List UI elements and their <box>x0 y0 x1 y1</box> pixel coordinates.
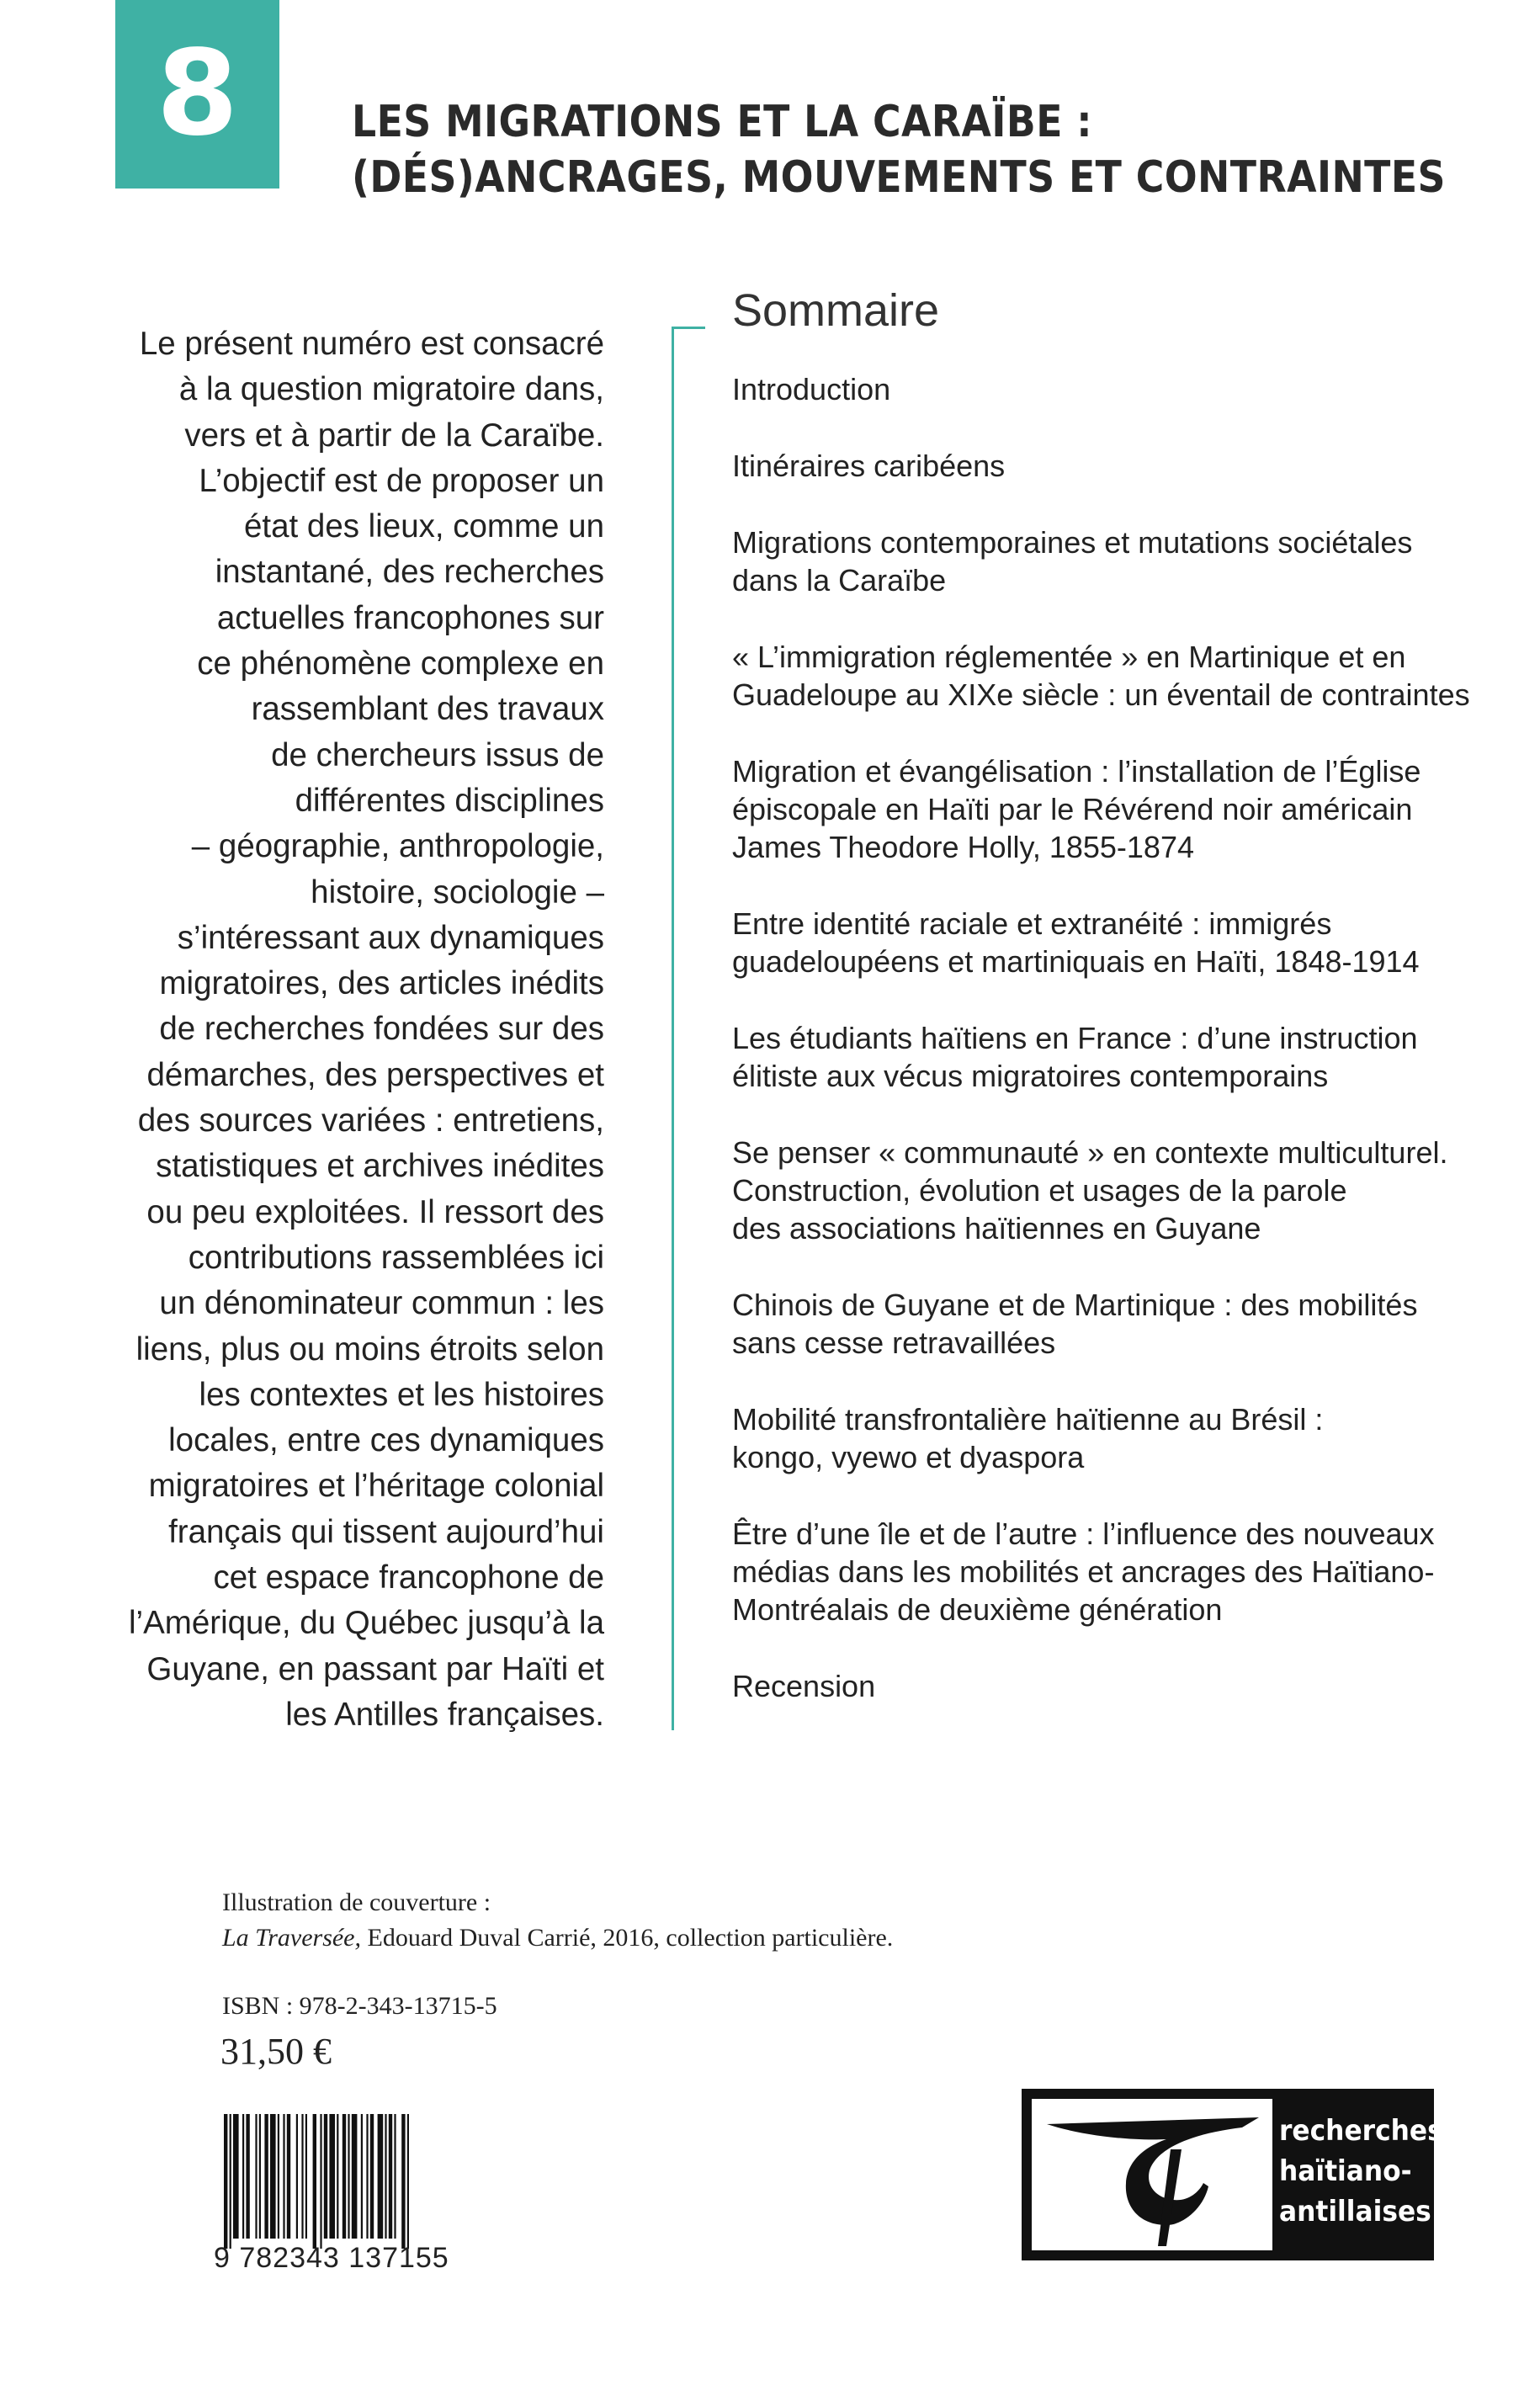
toc-item-line: « L’immigration réglementée » en Martinique et en <box>732 640 1406 674</box>
intro-line: un dénominateur commun : les <box>159 1285 604 1322</box>
logo-text <box>1279 2111 1443 2232</box>
logo-hook-icon <box>1032 2099 1272 2250</box>
toc-item <box>732 1286 1515 1362</box>
intro-line: ce phénomène complexe en <box>197 645 604 683</box>
toc-item <box>732 1667 1515 1705</box>
toc-item <box>732 752 1515 866</box>
toc-item-line: kongo, vyewo et dyaspora <box>732 1440 1085 1474</box>
intro-line: des sources variées : entretiens, <box>137 1102 604 1139</box>
intro-line: Guyane, en passant par Haïti et <box>146 1650 604 1687</box>
toc-item <box>732 1134 1515 1247</box>
barcode-bar <box>385 2114 386 2239</box>
intro-line: migratoires, des articles inédits <box>159 965 604 1002</box>
sommaire-rule-horizontal <box>672 327 705 329</box>
toc-item <box>732 1019 1515 1095</box>
toc-item <box>732 447 1515 485</box>
intro-line: état des lieux, comme un <box>244 508 604 545</box>
toc-item-line: Itinéraires caribéens <box>732 449 1006 483</box>
sommaire-rule-vertical <box>672 327 674 1730</box>
toc-item-line: Se penser « communauté » en contexte multiculturel. <box>732 1135 1448 1170</box>
intro-line: s’intéressant aux dynamiques <box>177 919 604 956</box>
barcode-bar <box>407 2114 409 2249</box>
barcode-bar <box>320 2114 321 2249</box>
issue-number-badge <box>115 0 279 189</box>
barcode-bar <box>329 2114 335 2239</box>
logo-text-line: recherches <box>1279 2114 1443 2148</box>
toc-item <box>732 370 1515 408</box>
intro-line: – géographie, anthropologie, <box>191 828 604 865</box>
intro-line: démarches, des perspectives et <box>146 1056 604 1093</box>
toc-item-line: Guadeloupe au XIXe siècle : un éventail de contraintes <box>732 677 1470 712</box>
toc-item-line: Chinois de Guyane et de Martinique : des mobilités <box>732 1288 1418 1322</box>
intro-line: Le présent numéro est consacré <box>139 326 604 362</box>
toc-item-line: Entre identité raciale et extranéité : immigrés <box>732 906 1332 941</box>
title-line-2: (DÉS)ANCRAGES, MOUVEMENTS ET CONTRAINTES <box>352 152 1446 203</box>
toc-item-line: Introduction <box>732 372 891 406</box>
credits-work-details: Edouard Duval Carrié, 2016, collection particulière. <box>361 1924 894 1952</box>
toc-item <box>732 523 1515 599</box>
intro-line: rassemblant des travaux <box>251 691 604 728</box>
price: 31,50 € <box>220 2031 332 2072</box>
barcode-bar <box>352 2114 358 2239</box>
intro-line: locales, entre ces dynamiques <box>168 1422 604 1459</box>
intro-line: à la question migratoire dans, <box>178 371 604 408</box>
intro-paragraph <box>101 321 604 1738</box>
barcode-bar <box>230 2114 231 2249</box>
intro-line: histoire, sociologie – <box>311 874 604 911</box>
barcode-bar <box>287 2114 290 2239</box>
intro-line: de chercheurs issus de <box>271 736 604 773</box>
barcode-bar <box>259 2114 261 2239</box>
barcode-bar <box>343 2114 346 2239</box>
toc-item-line: guadeloupéens et martiniquais en Haïti, 1848-1914 <box>732 944 1420 979</box>
barcode-bar <box>324 2114 327 2239</box>
barcode-number: 9 782343 137155 <box>214 2242 449 2274</box>
barcode-bar <box>255 2114 257 2239</box>
intro-text <box>101 321 604 1738</box>
toc-item <box>732 1515 1515 1628</box>
credits-work <box>222 1920 893 1956</box>
toc-item-line: Mobilité transfrontalière haïtienne au Brésil : <box>732 1402 1324 1437</box>
barcode-bar <box>389 2114 392 2239</box>
barcode-bar <box>283 2114 284 2239</box>
barcode-bar <box>233 2114 239 2239</box>
toc-item-line: Migrations contemporaines et mutations sociétales <box>732 525 1413 560</box>
toc-item <box>732 638 1515 714</box>
logo-text-line: haïtiano- <box>1279 2154 1412 2188</box>
barcode-bar <box>305 2114 307 2239</box>
sommaire-heading: Sommaire <box>732 285 940 336</box>
toc-item <box>732 1400 1515 1476</box>
barcode-bar <box>348 2114 349 2239</box>
toc-item-line: Migration et évangélisation : l’installation de l’Église <box>732 754 1421 789</box>
intro-line: les contextes et les histoires <box>199 1376 604 1413</box>
intro-line: cet espace francophone de <box>213 1559 604 1596</box>
toc-item <box>732 905 1515 980</box>
toc-item-line: Montréalais de deuxième génération <box>732 1592 1223 1627</box>
intro-line: l’Amérique, du Québec jusqu’à la <box>129 1605 604 1642</box>
barcode-bar <box>242 2114 244 2239</box>
intro-line: français qui tissent aujourd’hui <box>168 1513 604 1550</box>
intro-line: L’objectif est de proposer un <box>199 462 604 499</box>
issue-number: 8 <box>156 25 239 162</box>
toc-item-line: James Theodore Holly, 1855-1874 <box>732 830 1194 864</box>
toc-item-line: épiscopale en Haïti par le Révérend noir américain <box>732 792 1413 826</box>
barcode-bar <box>378 2114 384 2239</box>
intro-line: migratoires et l’héritage colonial <box>148 1468 604 1505</box>
intro-line: liens, plus ou moins étroits selon <box>135 1331 604 1368</box>
toc-item-line: Recension <box>732 1669 876 1703</box>
barcode-bar <box>401 2114 405 2249</box>
isbn: ISBN : 978-2-343-13715-5 <box>222 1992 497 2020</box>
barcode-bar <box>224 2114 227 2249</box>
barcode-bar <box>337 2114 338 2239</box>
intro-line: actuelles francophones sur <box>216 599 604 636</box>
logo-emblem <box>1032 2099 1272 2250</box>
logo-text-line: antillaises <box>1279 2195 1431 2228</box>
intro-line: ou peu exploitées. Il ressort des <box>146 1193 604 1230</box>
barcode-bar <box>361 2114 363 2239</box>
barcode-bar <box>264 2114 268 2239</box>
barcode-bar <box>394 2114 396 2239</box>
barcode-bar <box>270 2114 276 2239</box>
publisher-logo <box>1022 2089 1443 2260</box>
toc-item-line: Construction, évolution et usages de la parole <box>732 1173 1347 1208</box>
barcode-bar <box>313 2114 316 2249</box>
page-title <box>352 94 1446 205</box>
barcode-bar <box>246 2114 249 2239</box>
intro-line: contributions rassemblées ici <box>188 1239 604 1276</box>
intro-line: instantané, des recherches <box>215 554 604 591</box>
barcode-bar <box>366 2114 368 2239</box>
toc-item-line: médias dans les mobilités et ancrages des Haïtiano- <box>732 1554 1435 1589</box>
barcode <box>222 2114 518 2249</box>
barcode-bar <box>278 2114 279 2239</box>
toc-item-line: élitiste aux vécus migratoires contemporains <box>732 1059 1329 1093</box>
intro-line: vers et à partir de la Caraïbe. <box>184 417 604 454</box>
cover-credits <box>222 1885 893 1956</box>
barcode-bar <box>296 2114 298 2239</box>
credits-label: Illustration de couverture : <box>222 1888 491 1916</box>
intro-line: de recherches fondées sur des <box>159 1011 604 1048</box>
intro-line: les Antilles françaises. <box>285 1696 604 1733</box>
intro-line: différentes disciplines <box>295 782 604 819</box>
toc-item-line: Être d’une île et de l’autre : l’influence des nouveaux <box>732 1517 1435 1551</box>
credits-work-title: La Traversée, <box>222 1924 361 1952</box>
intro-line: statistiques et archives inédites <box>156 1148 604 1185</box>
toc-item-line: des associations haïtiennes en Guyane <box>732 1211 1261 1246</box>
barcode-bar <box>370 2114 374 2239</box>
toc-item-line: dans la Caraïbe <box>732 563 947 598</box>
title-line-1: LES MIGRATIONS ET LA CARAÏBE : <box>352 97 1093 147</box>
table-of-contents <box>732 370 1515 1744</box>
barcode-bar <box>301 2114 303 2239</box>
toc-item-line: Les étudiants haïtiens en France : d’une instruction <box>732 1021 1418 1055</box>
toc-item-line: sans cesse retravaillées <box>732 1325 1056 1360</box>
